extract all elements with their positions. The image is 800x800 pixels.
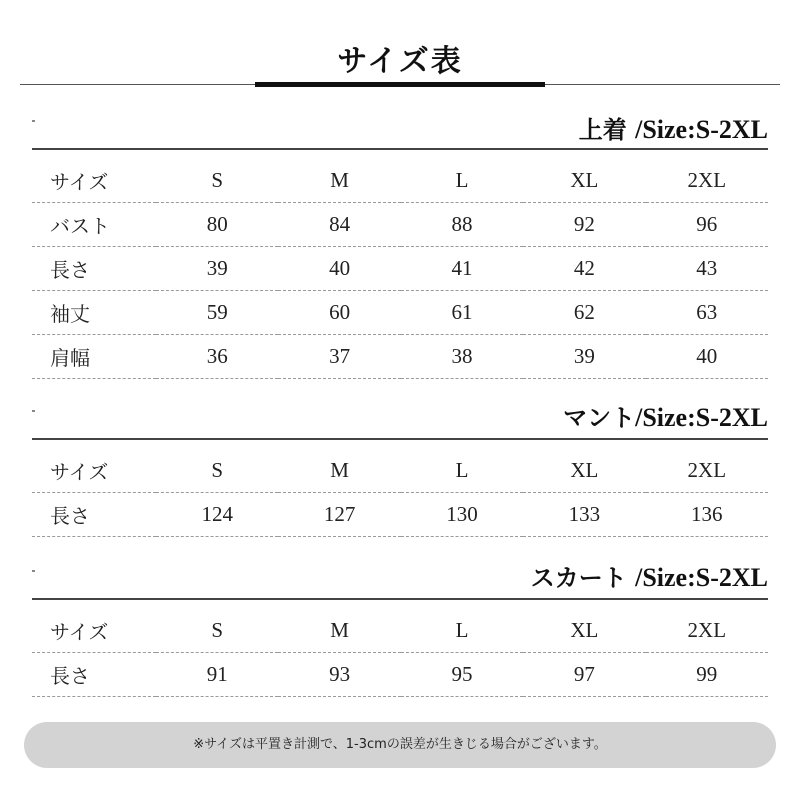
table-cell: 99 (646, 653, 768, 697)
table-cell: 93 (278, 653, 400, 697)
header-cell: L (401, 449, 523, 493)
table-header-row (32, 449, 768, 493)
measurement-note: ※サイズは平置き計測で、1-3cmの誤差が生きじる場合がございます。 (24, 722, 776, 768)
header-cell: M (278, 609, 400, 653)
header-cell: サイズ (32, 159, 156, 203)
table-cell: 133 (523, 493, 645, 537)
header-cell: 2XL (646, 609, 768, 653)
header-cell: M (278, 159, 400, 203)
header-cell: M (278, 449, 400, 493)
table-cell: 37 (278, 335, 400, 379)
section-name: 上着 (578, 116, 627, 144)
section-divider (32, 598, 768, 600)
section-heading (531, 558, 768, 593)
table-cell: 84 (278, 203, 400, 247)
table-cell: 63 (646, 291, 768, 335)
section-dot (32, 120, 35, 122)
table-cell: 91 (156, 653, 278, 697)
table-row (32, 335, 768, 379)
section-size-range: /Size:S-2XL (635, 563, 768, 592)
table-row (32, 653, 768, 697)
row-label: 袖丈 (32, 291, 156, 335)
table-cell: 38 (401, 335, 523, 379)
row-label: 長さ (32, 493, 156, 537)
table-cell: 40 (646, 335, 768, 379)
table-cell: 36 (156, 335, 278, 379)
section-name: マント (563, 404, 636, 432)
table-header-row (32, 609, 768, 653)
table-cell: 130 (401, 493, 523, 537)
table-cell: 42 (523, 247, 645, 291)
header-cell: L (401, 609, 523, 653)
title-accent-bar (255, 82, 545, 87)
page-title: サイズ表 (337, 44, 463, 79)
section-dot (32, 410, 35, 412)
table-row (32, 203, 768, 247)
table-cell: 88 (401, 203, 523, 247)
section-name: スカート (530, 564, 627, 592)
table-cell: 41 (401, 247, 523, 291)
table-cell: 59 (156, 291, 278, 335)
table-cell: 92 (523, 203, 645, 247)
row-label: 長さ (32, 247, 156, 291)
header-cell: XL (523, 159, 645, 203)
header-cell: L (401, 159, 523, 203)
table-cell: 40 (278, 247, 400, 291)
row-label: 肩幅 (32, 335, 156, 379)
header-cell: 2XL (646, 449, 768, 493)
table-header-row (32, 159, 768, 203)
section-heading (579, 110, 768, 145)
header-cell: サイズ (32, 609, 156, 653)
table-row (32, 493, 768, 537)
section-heading (563, 398, 768, 433)
row-label: バスト (32, 203, 156, 247)
header-cell: S (156, 449, 278, 493)
table-cell: 80 (156, 203, 278, 247)
table-cell: 60 (278, 291, 400, 335)
table-cell: 62 (523, 291, 645, 335)
table-row (32, 247, 768, 291)
header-cell: XL (523, 609, 645, 653)
section-size-range: /Size:S-2XL (635, 403, 768, 432)
table-cell: 136 (646, 493, 768, 537)
section-size-range: /Size:S-2XL (635, 115, 768, 144)
table-cell: 95 (401, 653, 523, 697)
header-cell: サイズ (32, 449, 156, 493)
header-cell: 2XL (646, 159, 768, 203)
table-cell: 96 (646, 203, 768, 247)
table-cell: 61 (401, 291, 523, 335)
table-cell: 124 (156, 493, 278, 537)
row-label: 長さ (32, 653, 156, 697)
table-row (32, 291, 768, 335)
table-cell: 39 (523, 335, 645, 379)
size-table-cape (32, 449, 768, 537)
table-cell: 127 (278, 493, 400, 537)
size-table-skirt (32, 609, 768, 697)
header-cell: S (156, 609, 278, 653)
table-cell: 39 (156, 247, 278, 291)
table-cell: 43 (646, 247, 768, 291)
section-divider (32, 148, 768, 150)
section-dot (32, 570, 35, 572)
header-cell: XL (523, 449, 645, 493)
header-cell: S (156, 159, 278, 203)
size-table-jacket (32, 159, 768, 379)
table-cell: 97 (523, 653, 645, 697)
section-divider (32, 438, 768, 440)
